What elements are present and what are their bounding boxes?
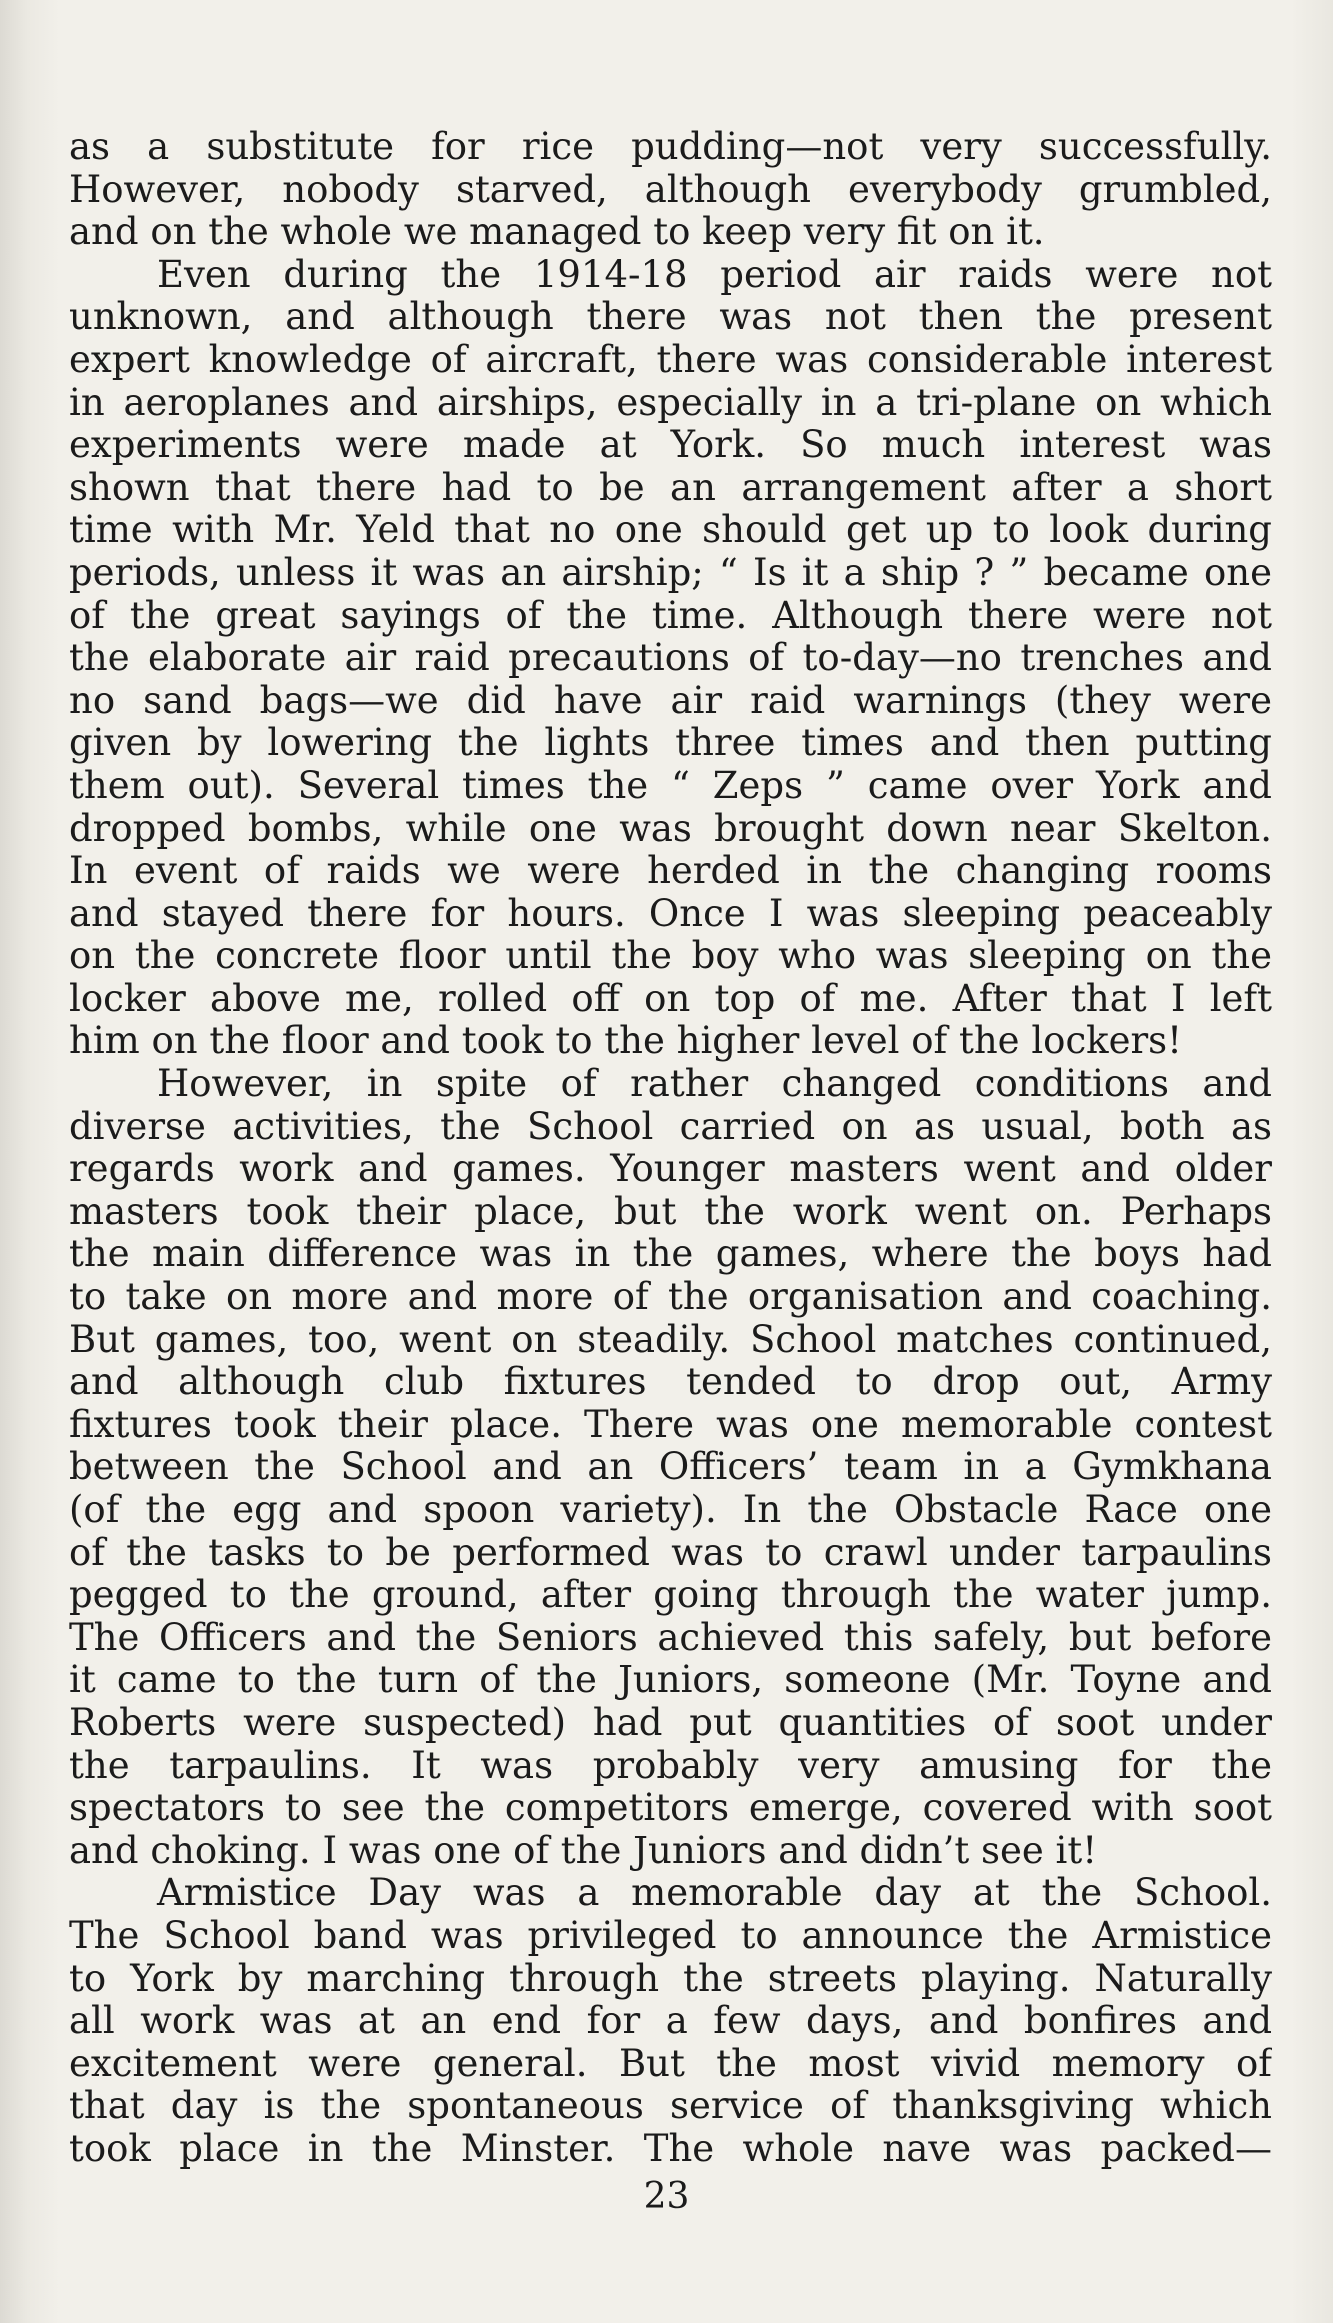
text-line: spectators to see the competitors emerge, covered with soot [69, 1787, 1272, 1830]
text-line: But games, too, went on steadily. School matches continued, [69, 1318, 1272, 1361]
text-line: to take on more and more of the organisation and coaching. [69, 1276, 1272, 1319]
text-line: in aeroplanes and airships, especially in a tri-plane on which [69, 381, 1272, 424]
text-line: and choking. I was one of the Juniors and didn’t see it! [69, 1829, 1098, 1872]
page-number: 23 [643, 2176, 690, 2217]
text-line: periods, unless it was an airship; “ Is it a ship ? ” became one [69, 551, 1272, 594]
text-line: and on the whole we managed to keep very fit on it. [69, 211, 1045, 254]
text-line: (of the egg and spoon variety). In the Obstacle Race one [69, 1489, 1272, 1531]
text-line: of the great sayings of the time. Although there were not [69, 594, 1272, 637]
text-line: took place in the Minster. The whole nave was packed— [69, 2127, 1272, 2170]
text-line: However, in spite of rather changed conditions and [157, 1063, 1272, 1106]
text-line: and although club fixtures tended to drop out, Army [69, 1361, 1272, 1404]
text-line: However, nobody starved, although everybody grumbled, [69, 168, 1272, 211]
text-line: expert knowledge of aircraft, there was considerable interest [69, 338, 1272, 381]
text-line: the tarpaulins. It was probably very amusing for the [69, 1744, 1272, 1787]
text-line: between the School and an Officers’ team in a Gymkhana [69, 1446, 1272, 1489]
text-line: locker above me, rolled off on top of me. After that I left [69, 977, 1272, 1020]
text-line: The School band was privileged to announce the Armistice [69, 1914, 1272, 1957]
text-line: excitement were general. But the most vivid memory of [69, 2042, 1272, 2085]
text-line: masters took their place, but the work went on. Perhaps [69, 1190, 1272, 1233]
text-line: all work was at an end for a few days, and bonfires and [69, 2000, 1272, 2043]
text-line: as a substitute for rice pudding—not very successfully. [69, 126, 1272, 168]
text-line: it came to the turn of the Juniors, someone (Mr. Toyne and [69, 1659, 1272, 1702]
text-line: him on the floor and took to the higher level of the lockers! [69, 1020, 1183, 1063]
text-line: them out). Several times the “ Zeps ” came over York and [69, 764, 1272, 807]
text-line: on the concrete floor until the boy who was sleeping on the [69, 935, 1272, 978]
text-line: diverse activities, the School carried on as usual, both as [69, 1105, 1272, 1148]
text-line: Roberts were suspected) had put quantities of soot under [69, 1701, 1272, 1744]
text-line: shown that there had to be an arrangement after a short [69, 466, 1272, 509]
text-line: no sand bags—we did have air raid warnings (they were [69, 679, 1272, 722]
text-line: the main difference was in the games, where the boys had [69, 1233, 1272, 1276]
text-line: to York by marching through the streets playing. Naturally [69, 1957, 1272, 2000]
text-line: of the tasks to be performed was to crawl under tarpaulins [69, 1531, 1272, 1574]
text-line: given by lowering the lights three times and then putting [69, 722, 1272, 765]
text-line: time with Mr. Yeld that no one should get up to look during [69, 509, 1272, 552]
text-line: that day is the spontaneous service of thanksgiving which [69, 2085, 1272, 2128]
text-line: the elaborate air raid precautions of to-day—no trenches and [69, 637, 1272, 680]
text-line: experiments were made at York. So much interest was [69, 424, 1272, 467]
text-line: dropped bombs, while one was brought down near Skelton. [69, 807, 1272, 850]
text-line: In event of raids we were herded in the changing rooms [69, 850, 1272, 893]
text-line: Armistice Day was a memorable day at the School. [157, 1872, 1272, 1915]
text-line: The Officers and the Seniors achieved this safely, but before [69, 1616, 1272, 1659]
text-line: unknown, and although there was not then the present [69, 296, 1272, 339]
text-line: Even during the 1914-18 period air raids were not [157, 253, 1272, 296]
text-line: fixtures took their place. There was one memorable contest [69, 1403, 1272, 1446]
body-text [69, 126, 1272, 2171]
text-line: pegged to the ground, after going through the water jump. [69, 1574, 1272, 1617]
text-line: and stayed there for hours. Once I was sleeping peaceably [69, 892, 1272, 935]
text-line: regards work and games. Younger masters went and older [69, 1148, 1272, 1191]
